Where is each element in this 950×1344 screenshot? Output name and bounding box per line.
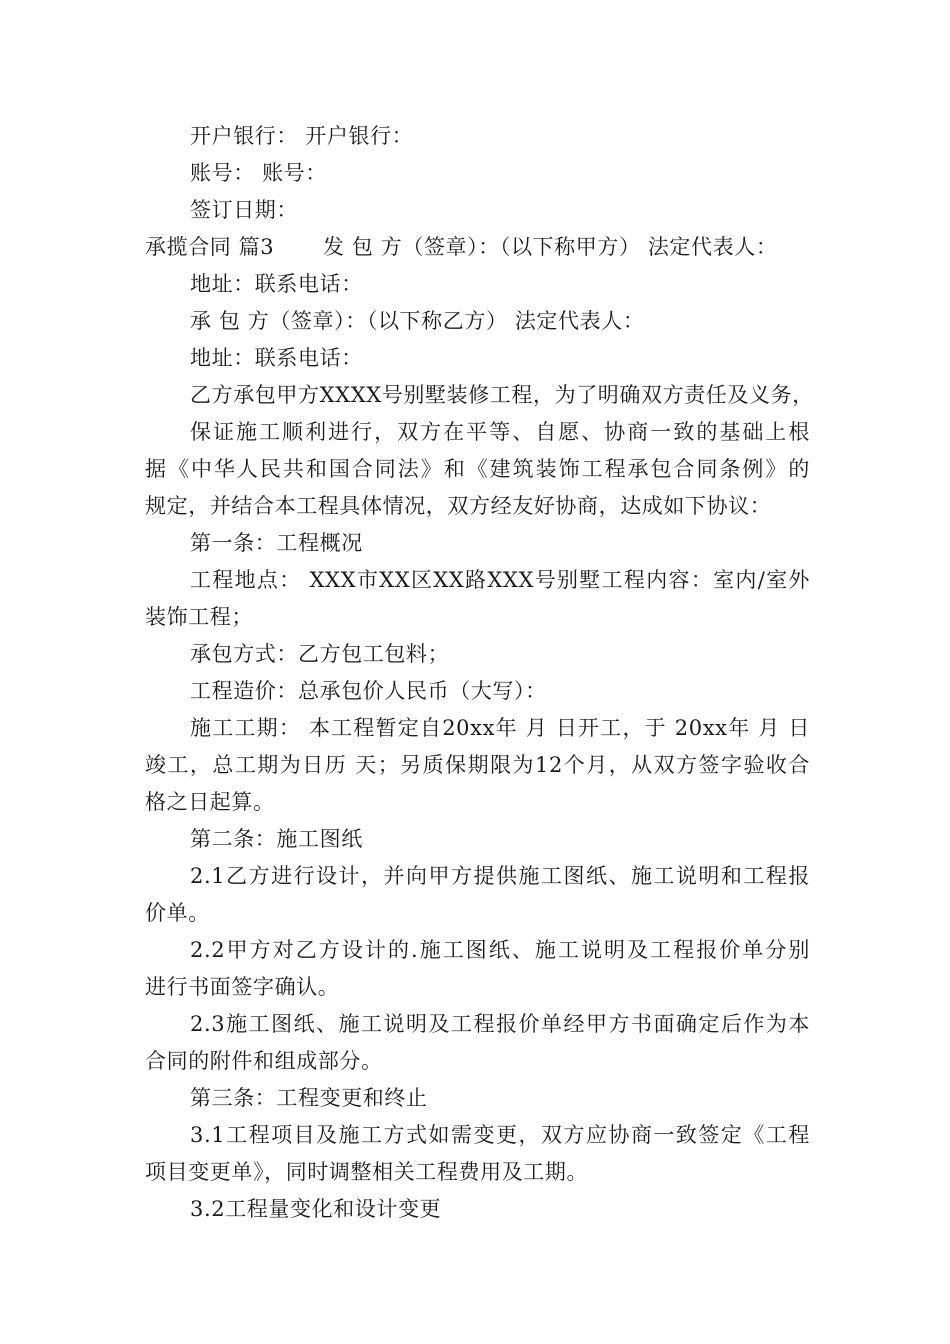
paragraph-line bbox=[145, 451, 810, 488]
paragraph-line bbox=[145, 969, 810, 1006]
paragraph-line bbox=[145, 599, 810, 636]
text-line: 工程地点： XXX市XX区XX路XXX号别墅工程内容：室内/室外 bbox=[190, 568, 810, 592]
article-heading bbox=[145, 1080, 810, 1117]
text-line: 施工工期： 本工程暂定自20xx年 月 日开工，于 20xx年 月 日 bbox=[190, 716, 810, 740]
party-b-line bbox=[145, 303, 810, 340]
text-line: 地址：联系电话： bbox=[190, 346, 363, 370]
text-line: 承 包 方（签章）：（以下称乙方） 法定代表人： bbox=[190, 309, 645, 333]
text-line: 承包方式：乙方包工包料； bbox=[190, 642, 450, 666]
account-line bbox=[145, 155, 810, 192]
paragraph-line bbox=[145, 414, 810, 451]
article-heading bbox=[145, 525, 810, 562]
party-b-address-line bbox=[145, 340, 810, 377]
text-line: 发 包 方（签章）：（以下称甲方） 法定代表人： bbox=[323, 235, 778, 259]
party-a-address-line bbox=[145, 266, 810, 303]
text-line: 项目变更单》，同时调整相关工程费用及工期。 bbox=[145, 1160, 589, 1184]
text-line: 地址：联系电话： bbox=[190, 272, 363, 296]
paragraph-line bbox=[145, 1043, 810, 1080]
paragraph-line bbox=[145, 1154, 810, 1191]
text-line: 开户银行： 开户银行： bbox=[190, 124, 414, 148]
text-line: 合同的附件和组成部分。 bbox=[145, 1049, 383, 1073]
paragraph-line bbox=[145, 895, 810, 932]
paragraph-line bbox=[145, 1191, 810, 1228]
text-line: 规定，并结合本工程具体情况，双方经友好协商，达成如下协议： bbox=[145, 494, 772, 518]
text-line: 价单。 bbox=[145, 901, 210, 925]
paragraph-line bbox=[145, 673, 810, 710]
text-line: 工程造价：总承包价人民币（大写）： bbox=[190, 679, 547, 703]
paragraph-line bbox=[145, 858, 810, 895]
text-line: 乙方承包甲方XXXX号别墅装修工程，为了明确双方责任及义务， bbox=[190, 383, 814, 407]
contract-section-heading bbox=[145, 229, 810, 266]
text-line: 格之日起算。 bbox=[145, 790, 275, 814]
bank-line bbox=[145, 118, 810, 155]
paragraph-line bbox=[145, 636, 810, 673]
text-line: 保证施工顺利进行，双方在平等、自愿、协商一致的基础上根 bbox=[190, 420, 810, 444]
text-line: 第三条：工程变更和终止 bbox=[190, 1086, 428, 1110]
text-line: 进行书面签字确认。 bbox=[145, 975, 340, 999]
text-line: 2.3施工图纸、施工说明及工程报价单经甲方书面确定后作为本 bbox=[190, 1012, 810, 1036]
paragraph-line bbox=[145, 562, 810, 599]
text-line: 3.2工程量变化和设计变更 bbox=[190, 1197, 442, 1221]
text-line: 账号： 账号： bbox=[190, 161, 327, 185]
paragraph-line bbox=[145, 488, 810, 525]
paragraph-line bbox=[145, 747, 810, 784]
text-line: 第二条：施工图纸 bbox=[190, 827, 363, 851]
text-line: 第一条：工程概况 bbox=[190, 531, 363, 555]
article-heading bbox=[145, 821, 810, 858]
text-line: 竣工，总工期为日历 天；另质保期限为12个月，从双方签字验收合 bbox=[145, 753, 810, 777]
paragraph-line bbox=[145, 1006, 810, 1043]
section-title: 承揽合同 篇3 bbox=[145, 235, 275, 259]
contract-text bbox=[145, 118, 814, 1228]
text-line: 3.1工程项目及施工方式如需变更，双方应协商一致签定《工程 bbox=[190, 1123, 810, 1147]
text-line: 2.1乙方进行设计，并向甲方提供施工图纸、施工说明和工程报 bbox=[190, 864, 810, 888]
paragraph-line bbox=[145, 932, 810, 969]
paragraph-line bbox=[145, 710, 810, 747]
text-line: 2.2甲方对乙方设计的.施工图纸、施工说明及工程报价单分别 bbox=[190, 938, 810, 962]
paragraph-line bbox=[145, 784, 810, 821]
paragraph-line bbox=[145, 1117, 810, 1154]
text-line: 签订日期： bbox=[190, 198, 298, 222]
text-line: 据《中华人民共和国合同法》和《建筑装饰工程承包合同条例》的 bbox=[145, 457, 810, 481]
paragraph-line bbox=[145, 377, 814, 414]
sign-date-line bbox=[145, 192, 810, 229]
text-line: 装饰工程； bbox=[145, 605, 253, 629]
